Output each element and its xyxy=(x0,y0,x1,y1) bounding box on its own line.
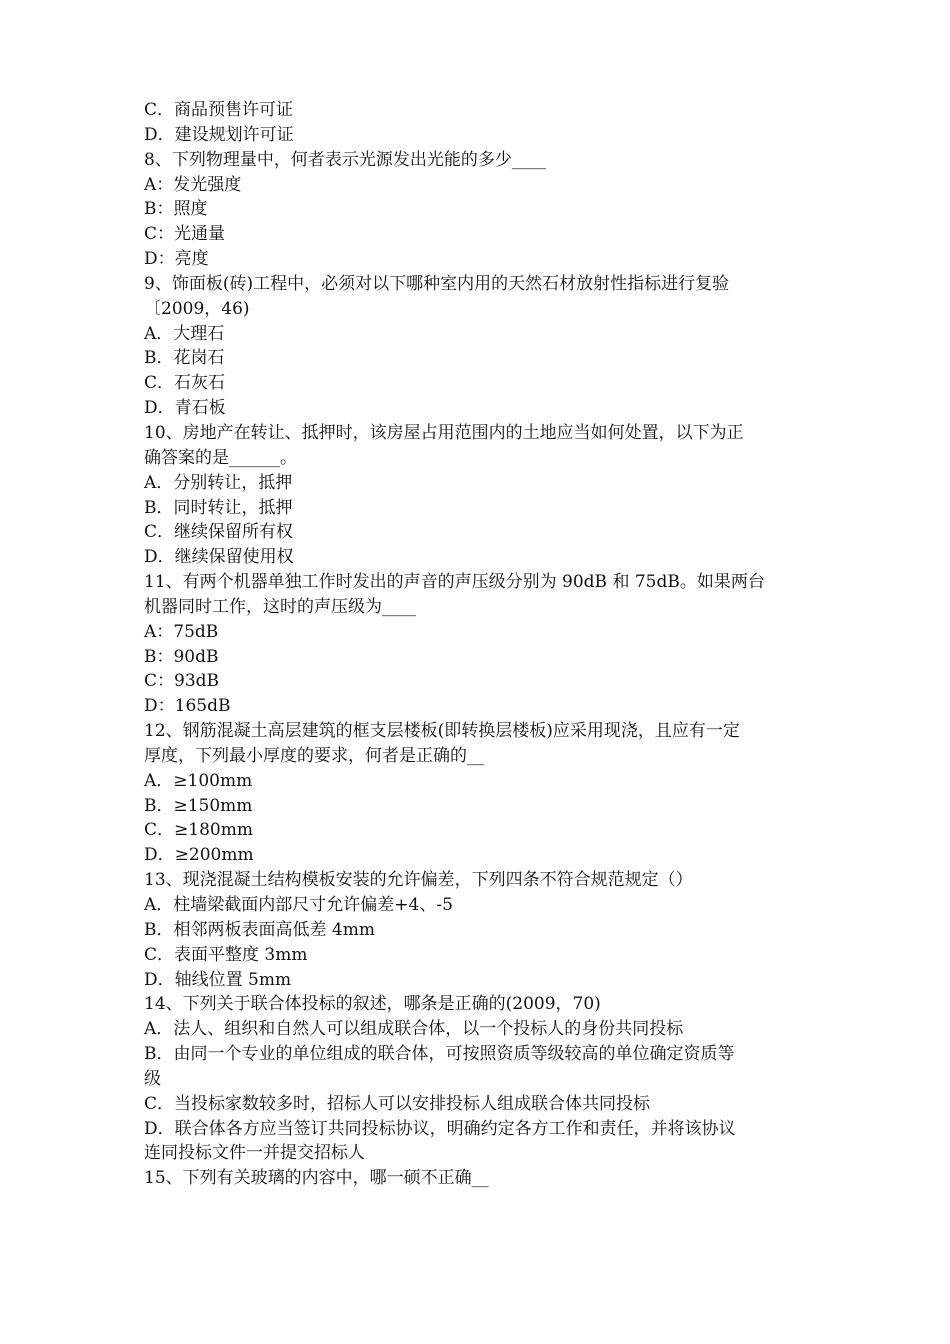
option-line: A．柱墙梁截面内部尺寸允许偏差+4、-5 xyxy=(144,895,453,915)
option-line: B．由同一个专业的单位组成的联合体，可按照资质等级较高的单位确定资质等 xyxy=(144,1044,735,1065)
option-line: C：光通量 xyxy=(144,224,226,245)
option-line: C．≥180mm xyxy=(144,820,253,841)
question-line: 14、下列关于联合体投标的叙述，哪条是正确的(2009，70) xyxy=(144,994,601,1015)
option-line: A．分别转让，抵押 xyxy=(144,472,293,493)
option-line: A：75dB xyxy=(144,621,219,642)
text-line: D．建设规划许可证 xyxy=(144,124,294,145)
question-line: 8、下列物理量中，何者表示光源发出光能的多少____ xyxy=(144,149,546,170)
option-line: 连同投标文件一并提交招标人 xyxy=(144,1143,365,1164)
option-line: B．同时转让，抵押 xyxy=(144,497,293,518)
option-line: B．花岗石 xyxy=(144,348,225,369)
option-line: A．法人、组织和自然人可以组成联合体，以一个投标人的身份共同投标 xyxy=(144,1019,684,1040)
text-line: C．商品预售许可证 xyxy=(144,100,294,120)
option-line: B：照度 xyxy=(144,199,208,220)
option-line: A：发光强度 xyxy=(144,174,242,195)
question-line: 确答案的是______。 xyxy=(144,447,297,468)
option-line: 级 xyxy=(144,1068,161,1089)
option-line: C．继续保留所有权 xyxy=(144,522,294,543)
question-line: 12、钢筋混凝土高层建筑的框支层楼板(即转换层楼板)应采用现浇，且应有一定 xyxy=(144,721,740,742)
question-line: 11、有两个机器单独工作时发出的声音的声压级分别为 90dB 和 75dB。如果两台 xyxy=(144,572,765,593)
option-line: B．≥150mm xyxy=(144,795,253,816)
question-line: 13、现浇混凝土结构模板安装的允许偏差，下列四条不符合规范规定（） xyxy=(144,870,693,891)
option-line: D：165dB xyxy=(144,696,231,717)
option-line: A．大理石 xyxy=(144,323,225,344)
option-line: D．≥200mm xyxy=(144,845,254,866)
option-line: B．相邻两板表面高低差 4mm xyxy=(144,919,375,940)
option-line: D：亮度 xyxy=(144,249,209,270)
question-line: 9、饰面板(砖)工程中，必须对以下哪种室内用的天然石材放射性指标进行复验 xyxy=(144,273,730,294)
option-line: D．青石板 xyxy=(144,398,226,419)
option-line: A．≥100mm xyxy=(144,770,253,791)
option-line: D．轴线位置 5mm xyxy=(144,969,292,990)
option-line: C．石灰石 xyxy=(144,373,226,394)
question-line: 10、房地产在转让、抵押时，该房屋占用范围内的土地应当如何处置，以下为正 xyxy=(144,422,744,443)
option-line: D．联合体各方应当签订共同投标协议，明确约定各方工作和责任，并将该协议 xyxy=(144,1118,736,1139)
option-line: C．当投标家数较多时，招标人可以安排投标人组成联合体共同投标 xyxy=(144,1093,651,1114)
option-line: C．表面平整度 3mm xyxy=(144,944,308,965)
question-line: 〔2009，46) xyxy=(144,298,250,319)
option-line: C：93dB xyxy=(144,671,220,692)
option-line: D．继续保留使用权 xyxy=(144,547,294,568)
document-body xyxy=(144,98,816,1191)
question-line: 15、下列有关玻璃的内容中，哪一硕不正确__ xyxy=(144,1168,489,1189)
question-line: 厚度，下列最小厚度的要求，何者是正确的__ xyxy=(144,745,484,766)
option-line: B：90dB xyxy=(144,646,219,667)
question-line: 机器同时工作，这时的声压级为____ xyxy=(144,596,416,617)
